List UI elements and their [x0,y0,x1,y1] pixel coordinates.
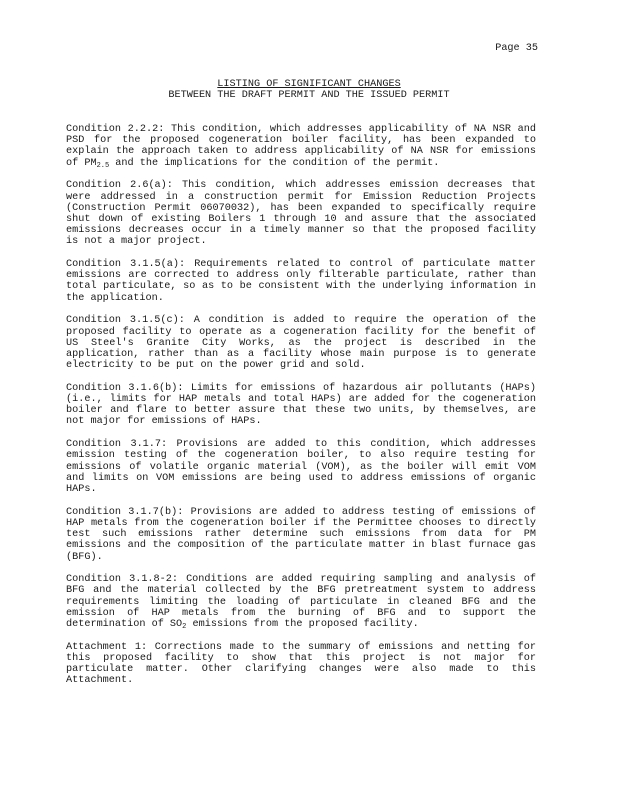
paragraph-text: and the implications for the condition of the permit. [109,157,440,169]
page-number: Page 35 [495,43,538,54]
document-heading [0,79,618,101]
paragraph-text: Attachment 1: Corrections made to the summary of emissions and netting for this proposed facility to show that this project is not major for particulate matter. Other clarifying changes were also made to this Attachment. [66,641,536,687]
change-paragraph-cond-3-1-6-b [66,383,536,428]
paragraph-text: Condition 2.2.2: This condition, which addresses applicability of NA NSR and PSD for the proposed cogeneration boiler facility, has been expanded to explain the approach taken to address applicability of NA NSR for emissions of PM [66,124,536,169]
paragraph-text: Condition 3.1.5(a): Requirements related to control of particulate matter emissions are corrected to address only filterable particulate, rather than total particulate, so as to be consistent with the underlying information in the application. [66,259,536,304]
paragraph-text: Condition 3.1.5(c): A condition is added to require the operation of the proposed facility to operate as a cogeneration facility for the benefit of US Steel's Granite City Works, as the project is described in the application, rather than as a facility whose main purpose is to generate electricity to be put on the power grid and sold. [66,315,536,372]
paragraph-text: Condition 3.1.7: Provisions are added to this condition, which addresses emission testing of the cogeneration boiler, to also require testing for emissions of volatile organic material (VOM), as the boiler will emit VOM and limits on VOM emissions are being used to address emissions of organic HAPs. [66,439,536,495]
paragraph-text: Condition 2.6(a): This condition, which addresses emission decreases that were addressed in a construction permit for Emission Reduction Projects (Construction Permit 06070032), has been expanded to specifically require shut down of existing Boilers 1 through 10 and assure that the associated emissions decreases occur in a timely manner so that the proposed facility is not a major project. [66,180,536,248]
subscript: 2.5 [96,161,110,170]
paragraph-text: Condition 3.1.6(b): Limits for emissions of hazardous air pollutants (HAPs) (i.e., limits for HAP metals and total HAPs) are added for the cogeneration boiler and flare to better assure that these two units, by themselves, are not major for emissions of HAPs. [66,382,536,428]
heading-subtitle: BETWEEN THE DRAFT PERMIT AND THE ISSUED PERMIT [168,90,450,102]
change-paragraph-cond-3-1-5-a [66,259,536,304]
change-paragraph-attachment-1 [66,642,536,687]
change-list [66,124,536,698]
heading-title: LISTING OF SIGNIFICANT CHANGES [217,79,401,90]
paragraph-text: Condition 3.1.8-2: Conditions are added requiring sampling and analysis of BFG and the material collected by the BFG pretreatment system to address requirements limiting the loading of particulate in cleaned BFG and the emission of HAP metals from the burning of BFG and to support the determination of SO [66,574,536,631]
change-paragraph-cond-2-2-2 [66,124,536,169]
change-paragraph-cond-3-1-7 [66,439,536,495]
subscript: 2 [182,623,187,632]
change-paragraph-cond-2-6-a [66,180,536,247]
change-paragraph-cond-3-1-7-b [66,507,536,563]
paragraph-text: emissions from the proposed facility. [186,619,419,631]
change-paragraph-cond-3-1-5-c [66,315,536,371]
change-paragraph-cond-3-1-8-2 [66,574,536,630]
paragraph-text: Condition 3.1.7(b): Provisions are added to address testing of emissions of HAP metals from the cogeneration boiler if the Permittee chooses to directly test such emissions rather determine such emissions from data for PM emissions and the composition of the particulate matter in blast furnace gas (BFG). [66,506,536,563]
